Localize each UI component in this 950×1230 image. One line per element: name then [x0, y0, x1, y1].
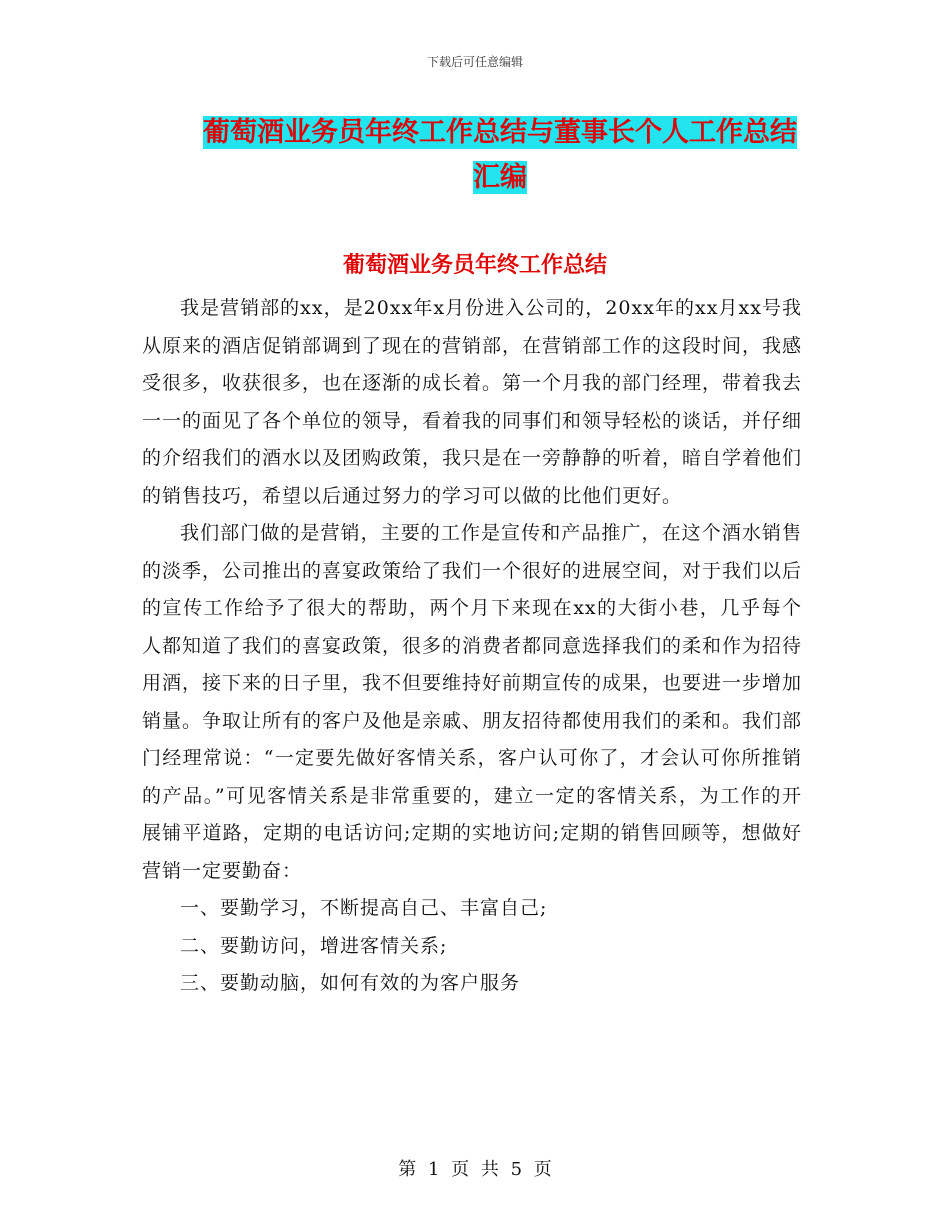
- section-title: 葡萄酒业务员年终工作总结: [342, 253, 607, 278]
- paragraph-1: 我是营销部的xx，是20xx年x月份进入公司的，20xx年的xx月xx号我从原来的酒店促销部调到了现在的营销部，在营销部工作的这段时间，我感受很多，收获很多，也在逐渐的成长着。第一个月我的部门经理，带着我去一一的面见了各个单位的领导，看着我的同事们和领导轻松的谈话，并仔细的介绍我们的酒水以及团购政策，我只是在一旁静静的听着，暗自学着他们的销售技巧，希望以后通过努力的学习可以做的比他们更好。: [142, 297, 803, 507]
- list-item-2: 二、要勤访问，增进客情关系;: [180, 934, 448, 957]
- page-number-footer: 第 1 页 共 5 页: [398, 1159, 552, 1180]
- paragraph-2: 我们部门做的是营销，主要的工作是宣传和产品推广，在这个酒水销售的淡季，公司推出的喜宴政策给了我们一个很好的进展空间，对于我们以后的宣传工作给予了很大的帮助，两个月下来现在xx的大街小巷，几乎每个人都知道了我们的喜宴政策，很多的消费者都同意选择我们的柔和作为招待用酒，接下来的日子里，我不但要维持好前期宣传的成果，也要进一步增加销量。争取让所有的客户及他是亲戚、朋友招待都使用我们的柔和。我们部门经理常说：“一定要先做好客情关系，客户认可你了，才会认可你所推销的产品。”可见客情关系是非常重要的，建立一定的客情关系，为工作的开展铺平道路，定期的电话访问;定期的实地访问;定期的销售回顾等，想做好营销一定要勤奋：: [142, 522, 803, 882]
- document-title-text: 葡萄酒业务员年终工作总结与董事长个人工作总结汇编: [203, 117, 797, 193]
- header-note: 下载后可任意编辑: [426, 55, 523, 69]
- list-item-1: 一、要勤学习，不断提高自己、丰富自己;: [180, 897, 548, 919]
- document-title: [190, 110, 810, 200]
- list-item-3: 三、要勤动脑，如何有效的为客户服务: [180, 972, 521, 994]
- body-text: [142, 290, 802, 1003]
